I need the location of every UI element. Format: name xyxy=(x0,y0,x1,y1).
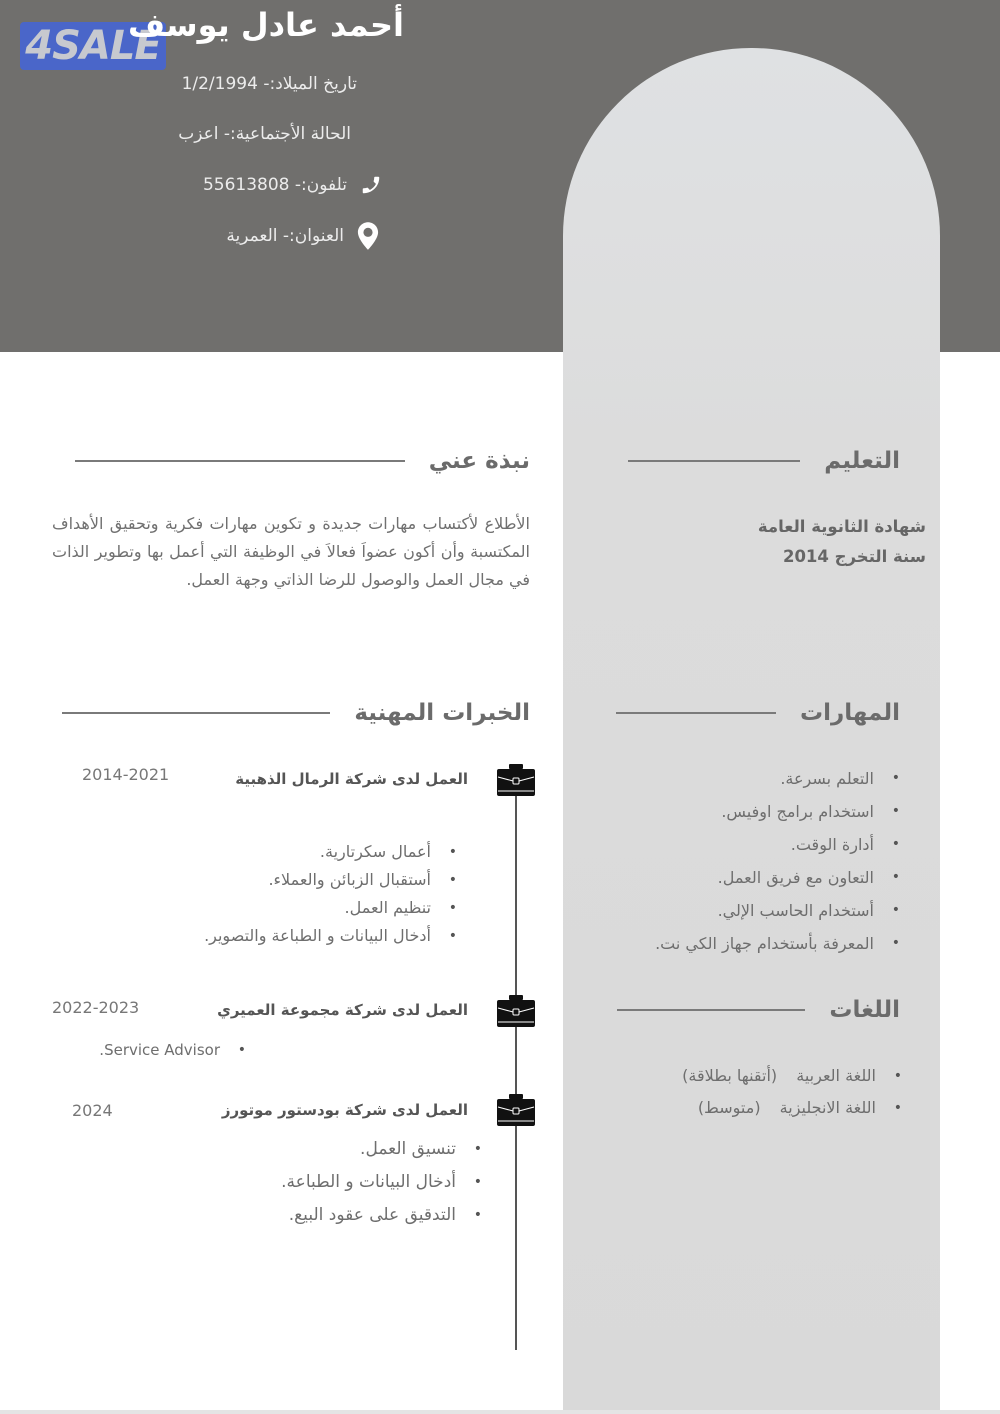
job-dates: 2024 xyxy=(72,1101,113,1120)
skill-item: • التعلم بسرعة. xyxy=(655,762,900,795)
profile-photo-frame xyxy=(563,48,940,1410)
languages-section-header xyxy=(617,997,900,1023)
job-duty: • تنسيق العمل. xyxy=(281,1133,482,1166)
languages-divider xyxy=(617,1009,805,1011)
skills-divider xyxy=(616,712,776,714)
languages-heading: اللغات xyxy=(829,997,900,1023)
birth-date xyxy=(182,74,357,94)
job-title: العمل لدى شركة بودستور موتورز xyxy=(221,1101,468,1119)
experience-divider xyxy=(62,712,330,714)
phone-text: تلفون:- 55613808 xyxy=(202,175,347,195)
job-duties-list xyxy=(281,1133,482,1232)
job-duty: • التدقيق على عقود البيع. xyxy=(281,1199,482,1232)
education-section-header xyxy=(628,448,900,474)
watermark-text: 4SALE xyxy=(25,23,161,69)
about-divider xyxy=(75,460,405,462)
job-duty: • أعمال سكرتارية. xyxy=(204,838,457,866)
language-level: (متوسط) xyxy=(697,1098,761,1117)
phone xyxy=(203,173,383,197)
briefcase-icon xyxy=(496,1094,536,1128)
education-divider xyxy=(628,460,800,462)
experience-heading: الخبرات المهنية xyxy=(354,700,530,726)
marital-status xyxy=(178,124,351,144)
job-dates: 2014-2021 xyxy=(82,765,170,784)
job-duty: • أدخال البيانات و الطباعة والتصوير. xyxy=(204,922,457,950)
experience-section-header xyxy=(62,700,530,726)
language-level: (أتقنها بطلاقة) xyxy=(682,1066,778,1085)
job-title: العمل لدى شركة مجموعة العميري xyxy=(217,1001,468,1019)
education-details xyxy=(758,512,926,572)
job-duties-list xyxy=(204,838,457,950)
phone-icon xyxy=(359,173,383,197)
about-section-header xyxy=(75,448,530,474)
job-duty: • أدخال البيانات و الطباعة. xyxy=(281,1166,482,1199)
about-heading: نبذة عني xyxy=(428,448,530,474)
language-item xyxy=(682,1060,902,1092)
skills-heading: المهارات xyxy=(800,700,900,726)
skill-item: • المعرفة بأستخدام جهاز الكي نت. xyxy=(655,927,900,960)
birth-date-text: تاريخ الميلاد:- 1/2/1994 xyxy=(181,74,357,94)
job-duties-list xyxy=(79,1036,246,1064)
job-duty: • أستقبال الزبائن والعملاء. xyxy=(204,866,457,894)
skills-list xyxy=(655,762,900,960)
briefcase-icon xyxy=(496,764,536,798)
job-duty: • Service Advisor. xyxy=(79,1036,246,1064)
languages-list xyxy=(682,1060,902,1124)
skill-item: • أدارة الوقت. xyxy=(655,828,900,861)
briefcase-icon xyxy=(496,995,536,1029)
language-name: اللغة الانجليزية xyxy=(779,1098,876,1117)
language-name: اللغة العربية xyxy=(796,1066,876,1085)
address-text: العنوان:- العمرية xyxy=(226,226,344,246)
page-bottom-edge xyxy=(0,1410,1000,1414)
job-dates: 2022-2023 xyxy=(52,998,140,1017)
job-duty: • تنظيم العمل. xyxy=(204,894,457,922)
timeline-line xyxy=(515,780,517,1350)
education-graduation-year: سنة التخرج 2014 xyxy=(782,547,926,566)
education-degree: شهادة الثانوية العامة xyxy=(757,517,926,536)
address xyxy=(226,224,380,248)
skills-section-header xyxy=(616,700,900,726)
skill-item: • أستخدام الحاسب الإلي. xyxy=(655,894,900,927)
candidate-name: أحمد عادل يوسف xyxy=(128,6,404,44)
location-pin-icon xyxy=(356,224,380,248)
language-item xyxy=(682,1092,902,1124)
skill-item: • استخدام برامج اوفيس. xyxy=(655,795,900,828)
about-text: الأطلاع لأكتساب مهارات جديدة و تكوين مهارات فكرية وتحقيق الأهداف المكتسبة وأن أكون عضواَ فعالاَ في الوظيفة التي أعمل بها وتطوير الذات في مجال العمل والوصول للرضا الذاتي وجهة العمل. xyxy=(52,514,530,589)
marital-status-text: الحالة الأجتماعية:- اعزب xyxy=(178,124,351,144)
job-title: العمل لدى شركة الرمال الذهبية xyxy=(235,770,468,788)
skill-item: • التعاون مع فريق العمل. xyxy=(655,861,900,894)
education-heading: التعليم xyxy=(824,448,900,474)
